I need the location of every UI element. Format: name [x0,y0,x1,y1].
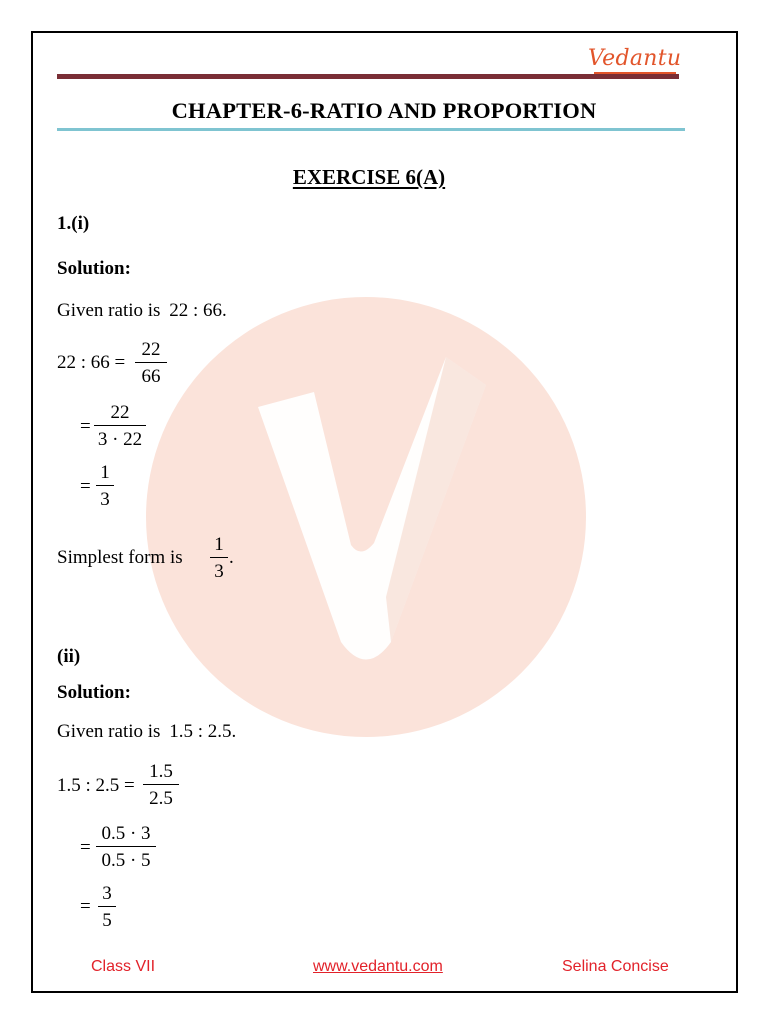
chapter-title: CHAPTER-6-RATIO AND PROPORTION [171,98,597,123]
footer-class-label: Class VII [91,958,156,975]
given-ratio: 22 : 66. [169,300,227,321]
equals-sign: = [80,416,91,437]
solution-label: Solution: [57,682,131,703]
denominator: 2.5 [149,788,173,810]
fraction [98,884,116,930]
equals-sign: = [80,896,91,917]
footer-website-link[interactable]: www.vedantu.com [313,958,443,975]
fraction [143,762,179,808]
fraction [96,824,156,870]
header-rule-top [57,74,679,79]
period: . [229,547,234,568]
denominator: 3 [100,489,110,511]
simplest-form-text: Simplest form is [57,547,183,568]
equals-sign: = [80,837,91,858]
solution-label: Solution: [57,258,131,279]
fraction [96,463,114,509]
fraction [210,535,228,581]
given-label: Given ratio is [57,300,161,321]
exercise-title: EXERCISE 6(A) [292,165,446,189]
equals-sign: = [80,476,91,497]
denominator: 3 · 22 [97,429,143,451]
given-label: Given ratio is [57,721,161,742]
vedantu-watermark-icon [146,297,586,737]
numerator: 1.5 [149,761,173,782]
numerator: 22 [141,339,161,360]
equation-lhs: 1.5 : 2.5 = [57,775,135,796]
equation-lhs: 22 : 66 = [57,352,126,373]
header-rule-bottom [57,128,685,131]
footer-book-label: Selina Concise [562,958,669,975]
denominator: 3 [214,561,224,583]
fraction [135,340,167,386]
numerator: 3 [102,883,112,904]
numerator: 1 [214,534,224,555]
fraction [94,403,146,449]
numerator: 22 [110,402,130,423]
vedantu-logo[interactable]: Vedantu [588,46,682,71]
question-label: 1.(i) [57,213,90,234]
question-label: (ii) [57,646,81,667]
given-text [57,301,227,320]
denominator: 66 [141,366,161,388]
numerator: 1 [100,462,110,483]
denominator: 0.5 · 5 [101,850,151,872]
given-text [57,722,236,741]
given-ratio: 1.5 : 2.5. [169,721,237,742]
denominator: 5 [102,910,112,932]
numerator: 0.5 · 3 [101,823,151,844]
